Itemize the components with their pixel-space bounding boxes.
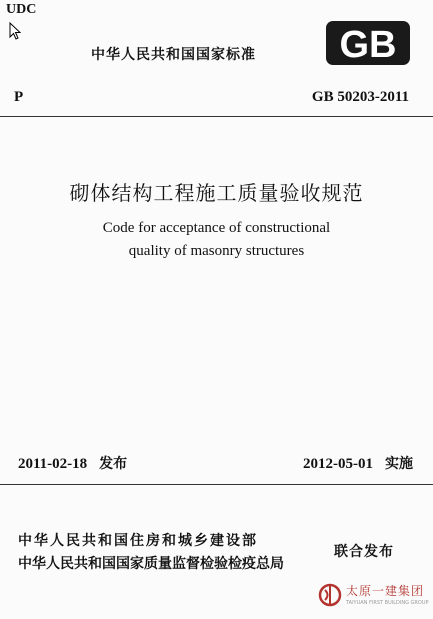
bottom-divider: [0, 484, 433, 485]
standard-number: GB 50203-2011: [311, 89, 409, 105]
issue-date: 2011-02-18: [18, 456, 88, 472]
standard-type: 中华人民共和国国家标准: [91, 47, 256, 63]
joint-issue-label: 联合发布: [334, 544, 394, 560]
category-code: P: [14, 89, 24, 105]
issue-date-block: [18, 453, 127, 473]
gb-logo-icon: [325, 20, 411, 70]
top-divider: [0, 116, 433, 117]
issuer-aqsiq: 中华人民共和国国家质量监督检验检疫总局: [18, 556, 284, 572]
issuer-ministry-housing: 中华人民共和国住房和城乡建设部: [18, 533, 258, 549]
issue-label: 发布: [99, 456, 128, 472]
effective-date-block: [303, 453, 413, 473]
effective-label: 实施: [385, 456, 413, 472]
mouse-pointer-icon: [9, 22, 21, 44]
watermark-name: 太原一建集团: [346, 584, 425, 598]
title-english-line2: quality of masonry structures: [128, 243, 305, 259]
watermark-subtitle: TAIYUAN FIRST BUILDING GROUP: [346, 600, 429, 606]
udc-label: UDC: [6, 2, 37, 17]
title-english-line1: Code for acceptance of constructional: [102, 220, 331, 236]
gb-logo-text: GB: [339, 24, 397, 66]
company-logo-icon: [318, 582, 342, 612]
effective-date: 2012-05-01: [303, 456, 373, 472]
title-chinese: 砌体结构工程施工质量验收规范: [69, 181, 364, 205]
